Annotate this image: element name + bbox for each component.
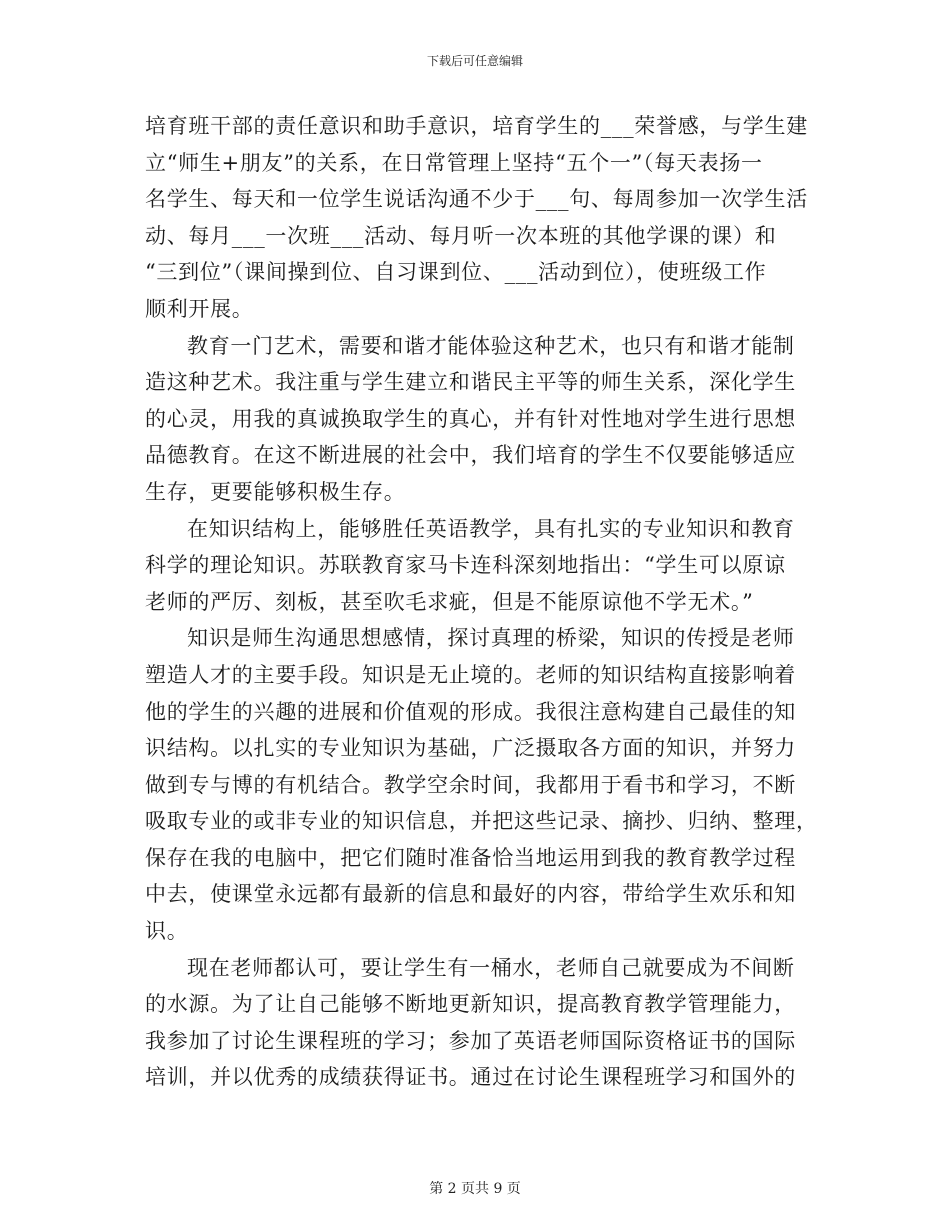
page-number: 第 2 页共 9 页: [429, 1181, 521, 1197]
text-line: 动、每月___一次班___活动、每月听一次本班的其他学课的课）和: [145, 223, 777, 248]
text-line: 他的学生的兴趣的进展和价值观的形成。我很注意构建自己最佳的知: [145, 699, 796, 724]
text-line: 的心灵，用我的真诚换取学生的真心，并有针对性地对学生进行思想: [145, 406, 796, 431]
text-line: 我参加了讨论生课程班的学习；参加了英语老师国际资格证书的国际: [145, 1028, 796, 1053]
page-header: 下载后可任意编辑: [426, 54, 523, 68]
paragraph-start-line: 现在老师都认可，要让学生有一桶水，老师自己就要成为不间断: [187, 955, 795, 980]
text-line: 的水源。为了让自己能够不断地更新知识，提高教育教学管理能力，: [145, 992, 796, 1017]
text-line: 吸取专业的或非专业的知识信息，并把这些记录、摘抄、归纳、整理，: [145, 809, 818, 834]
text-line: 造这种艺术。我注重与学生建立和谐民主平等的师生关系，深化学生: [145, 370, 796, 395]
paragraph-start-line: 知识是师生沟通思想感情，探讨真理的桥梁，知识的传授是老师: [187, 626, 795, 651]
text-line: 中去，使课堂永远都有最新的信息和最好的内容，带给学生欢乐和知: [145, 882, 796, 907]
text-line: 立“师生+朋友”的关系，在日常管理上坚持“五个一”（每天表扬一: [145, 150, 763, 175]
text-line: 培育班干部的责任意识和助手意识，培育学生的___荣誉感，与学生建: [145, 114, 808, 138]
paragraph-start-line: 在知识结构上，能够胜任英语教学，具有扎实的专业知识和教育: [187, 516, 795, 541]
text-line: 老师的严厉、刻板，甚至吹毛求疵，但是不能原谅他不学无术。”: [145, 589, 754, 614]
text-line: 保存在我的电脑中，把它们随时准备恰当地运用到我的教育教学过程: [145, 845, 796, 870]
text-line: 生存，更要能够积极生存。: [145, 479, 406, 504]
document-body: [145, 108, 818, 1096]
text-line: 塑造人才的主要手段。知识是无止境的。老师的知识结构直接影响着: [145, 662, 796, 687]
text-line: 识结构。以扎实的专业知识为基础，广泛摄取各方面的知识，并努力: [145, 736, 796, 761]
text-line: 识。: [145, 919, 189, 944]
text-line: 名学生、每天和一位学生说话沟通不少于___句、每周参加一次学生活: [145, 187, 808, 212]
text-line: 顺利开展。: [145, 296, 254, 321]
text-line: 做到专与博的有机结合。教学空余时间，我都用于看书和学习，不断: [145, 772, 796, 797]
text-line: “三到位”（课间操到位、自习课到位、___活动到位），使班级工作: [145, 260, 767, 285]
text-line: 科学的理论知识。苏联教育家马卡连科深刻地指出：“学生可以原谅: [145, 553, 786, 578]
text-line: 培训，并以优秀的成绩获得证书。通过在讨论生课程班学习和国外的: [145, 1065, 796, 1090]
paragraph-start-line: 教育一门艺术，需要和谐才能体验这种艺术，也只有和谐才能制: [187, 333, 795, 358]
text-line: 品德教育。在这不断进展的社会中，我们培育的学生不仅要能够适应: [145, 443, 796, 468]
